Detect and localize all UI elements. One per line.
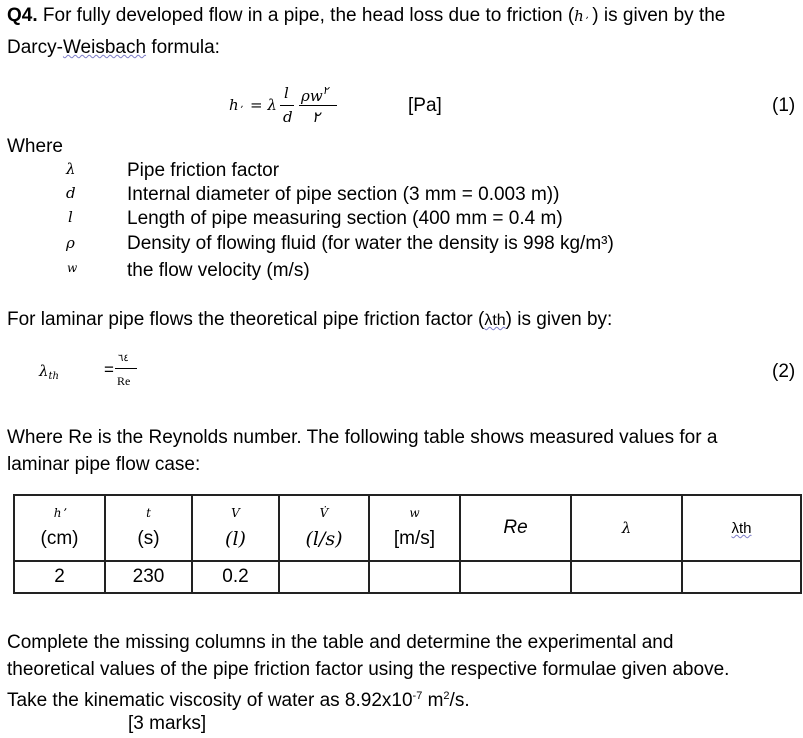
formula1-frac1-num: l <box>284 84 289 102</box>
question-label: Q4. <box>7 5 38 26</box>
formula2-lhs: $\lambda_{th}$ <box>39 362 59 382</box>
question-intro-a: For fully developed flow in a pipe, the head loss due to friction ( <box>42 5 575 26</box>
formula2-number: (2) <box>772 361 796 382</box>
table-header-row <box>14 495 801 561</box>
cell-t: 230 <box>105 561 192 593</box>
reynolds-line-1: Where Re is the Reynolds number. The following table shows measured values for a <box>7 427 718 448</box>
where-desc-l: Length of pipe measuring section (400 mm = 0.4 m) <box>127 208 563 229</box>
cell-lambda-th <box>682 561 801 593</box>
cell-lambda <box>571 561 682 593</box>
where-desc-d: Internal diameter of pipe section (3 mm = 0.003 m)) <box>127 184 560 205</box>
measurement-table <box>13 494 802 594</box>
header-hf: h٬ (cm) <box>14 495 105 561</box>
question-line-2 <box>7 34 220 61</box>
formula1-eq: = λ <box>250 96 277 114</box>
formula1-lhs: $h_٬$ <box>229 96 242 116</box>
lambda-th-inline: λth <box>484 312 506 329</box>
formula1-frac2-num: $\rho w^٢$ <box>301 84 329 105</box>
where-label: Where <box>7 136 63 157</box>
closing-line-1: Complete the missing columns in the table and determine the experimental and <box>7 632 674 653</box>
formula-text: formula: <box>146 37 220 58</box>
formula2-den: Re <box>117 374 131 388</box>
formula1-frac1-line <box>280 105 294 106</box>
formula2-eq: = <box>104 360 114 379</box>
where-desc-rho: Density of flowing fluid (for water the density is 998 kg/m³) <box>127 233 614 254</box>
darcy-text: Darcy- <box>7 37 63 58</box>
weisbach-text: Weisbach <box>62 37 147 58</box>
header-re: Re <box>460 495 571 561</box>
where-desc-w: the flow velocity (m/s) <box>127 260 310 281</box>
header-lambda-th: λth <box>682 495 801 561</box>
cell-w <box>369 561 460 593</box>
laminar-text-a: For laminar pipe flows the theoretical pipe friction factor ( <box>7 309 485 330</box>
question-line-1 <box>7 2 725 35</box>
cell-re <box>460 561 571 593</box>
where-symbol-lambda: λ <box>66 160 76 178</box>
where-symbol-l: l <box>68 208 73 226</box>
header-v: V (l) <box>192 495 279 561</box>
formula1-frac2-den: ٢ <box>312 108 321 126</box>
laminar-text-b: ) is given by: <box>505 309 613 330</box>
cell-vdot <box>279 561 369 593</box>
hf-symbol: $h_٬$ <box>574 7 588 27</box>
formula1-number: (1) <box>772 95 796 116</box>
header-t: t (s) <box>105 495 192 561</box>
where-symbol-rho: ρ <box>66 234 75 252</box>
formula2-num: ٦٤ <box>118 353 129 364</box>
formula2-line <box>115 368 137 369</box>
marks-label: [3 marks] <box>128 713 207 734</box>
closing-line-2: theoretical values of the pipe friction factor using the respective formulae given above. <box>7 659 730 680</box>
cell-hf: 2 <box>14 561 105 593</box>
header-lambda: λ <box>571 495 682 561</box>
laminar-line <box>7 306 612 334</box>
where-desc-lambda: Pipe friction factor <box>127 160 280 181</box>
where-symbol-d: d <box>66 184 76 202</box>
closing-line-3: Take the kinematic viscosity of water as $8.92x10^{-7}$ $m^2/s$. <box>7 690 470 711</box>
formula1-unit: [Pa] <box>408 95 442 116</box>
formula1-frac1-den: d <box>283 108 293 126</box>
formula1-frac2-line <box>299 105 337 106</box>
question-intro-b: ) is given by the <box>592 5 726 26</box>
cell-v: 0.2 <box>192 561 279 593</box>
where-symbol-w: w <box>67 261 78 275</box>
header-vdot: V̇ (l/s) <box>279 495 369 561</box>
header-w: w [m/s] <box>369 495 460 561</box>
reynolds-line-2: laminar pipe flow case: <box>7 454 201 475</box>
table-row <box>14 561 801 593</box>
